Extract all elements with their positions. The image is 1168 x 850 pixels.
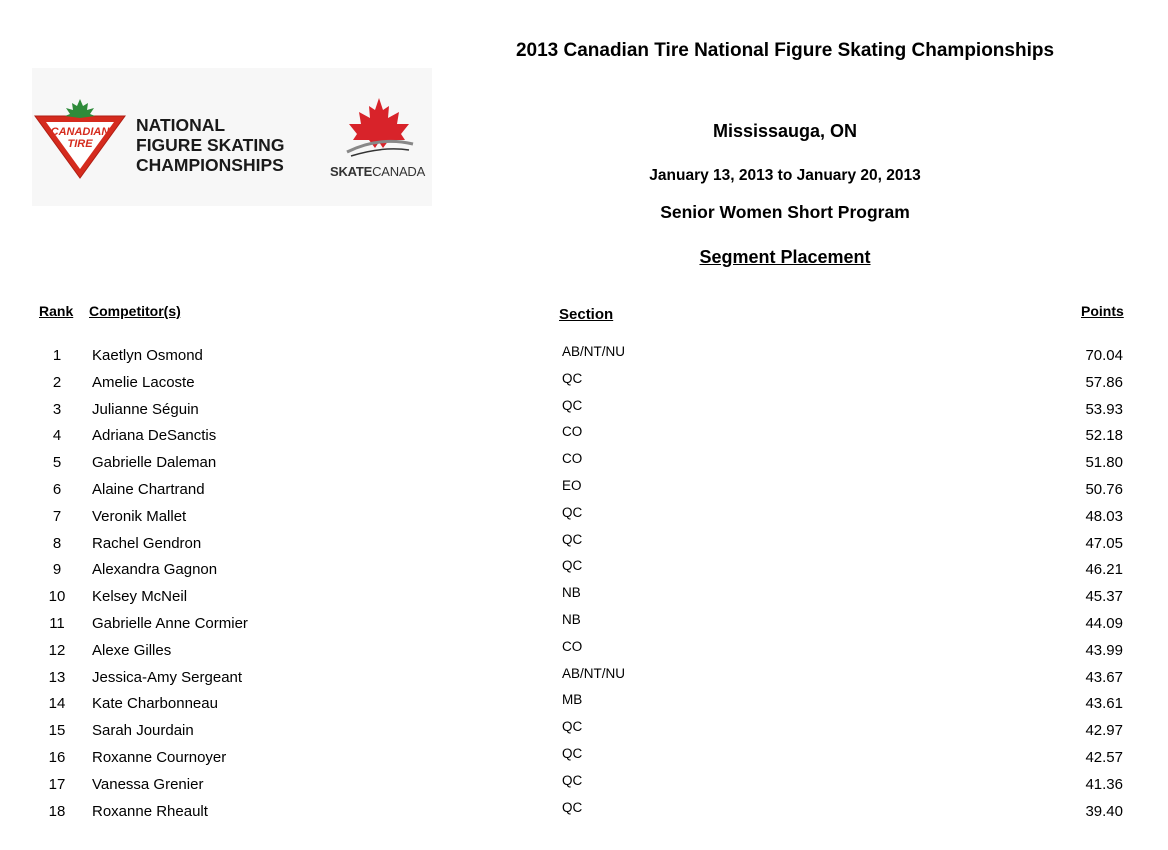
wordmark-line-3: CHAMPIONSHIPS xyxy=(136,155,284,175)
rank-cell: 16 xyxy=(48,749,66,766)
section-cell: QC xyxy=(562,397,583,413)
section-cell: AB/NT/NU xyxy=(562,665,626,681)
points-cell: 57.86 xyxy=(1085,373,1123,391)
competitor-cell: Adriana DeSanctis xyxy=(92,427,217,445)
competitor-cell: Kate Charbonneau xyxy=(92,695,218,713)
competitor-cell: Alexandra Gagnon xyxy=(92,561,218,579)
table-row xyxy=(0,612,1168,641)
rank-cell: 15 xyxy=(48,722,66,740)
rank-header: Rank xyxy=(39,303,74,319)
wordmark-line-1: NATIONAL xyxy=(136,115,226,135)
points-cell: 53.93 xyxy=(1085,400,1123,418)
points-cell: 48.03 xyxy=(1085,507,1123,525)
competitor-cell: Roxanne Cournoyer xyxy=(92,749,227,766)
points-cell: 41.36 xyxy=(1085,775,1123,793)
competitor-cell: Vanessa Grenier xyxy=(92,775,204,793)
event-title: 2013 Canadian Tire National Figure Skating Championships xyxy=(515,40,1055,61)
table-row xyxy=(0,397,1168,427)
wordmark-line-2: FIGURE SKATING xyxy=(136,135,285,155)
skate-canada-wordmark-light: CANADA xyxy=(372,164,426,179)
table-row xyxy=(0,370,1168,400)
rank-cell: 8 xyxy=(52,534,62,552)
competitor-cell: Jessica-Amy Sergeant xyxy=(92,668,243,686)
skate-canada-wordmark xyxy=(330,164,425,179)
points-cell: 47.05 xyxy=(1085,534,1123,552)
section-cell: EO xyxy=(562,478,582,493)
section-cell: AB/NT/NU xyxy=(562,344,626,359)
section-cell: CO xyxy=(562,424,583,440)
event-location: Mississauga, ON xyxy=(712,121,858,141)
competitor-cell: Sarah Jourdain xyxy=(92,722,194,740)
rank-cell: 5 xyxy=(52,454,62,472)
points-cell: 52.18 xyxy=(1085,427,1123,445)
points-cell: 44.09 xyxy=(1085,615,1123,632)
canadian-tire-logo xyxy=(34,98,126,180)
competitor-cell: Alaine Chartrand xyxy=(92,481,205,498)
section-cell: NB xyxy=(562,585,581,601)
table-row xyxy=(0,478,1168,507)
canadian-tire-logo-text-1: CANADIAN xyxy=(50,126,110,138)
rank-cell: 7 xyxy=(52,507,62,525)
rank-cell: 13 xyxy=(48,668,66,686)
points-cell: 70.04 xyxy=(1085,347,1123,364)
table-row xyxy=(0,424,1168,453)
canadian-tire-logo-text-2: TIRE xyxy=(67,138,93,150)
points-cell: 43.61 xyxy=(1085,695,1123,713)
segment-name: Senior Women Short Program xyxy=(660,202,910,222)
points-cell: 46.21 xyxy=(1085,561,1123,579)
competitor-cell: Gabrielle Anne Cormier xyxy=(92,615,248,632)
rank-cell: 9 xyxy=(52,561,62,579)
section-cell: QC xyxy=(562,719,583,735)
table-row xyxy=(0,665,1168,695)
event-dates: January 13, 2013 to January 20, 2013 xyxy=(649,167,921,184)
competitor-cell: Kelsey McNeil xyxy=(92,588,188,606)
section-cell: QC xyxy=(562,746,583,761)
rank-cell: 2 xyxy=(52,373,62,391)
championships-wordmark xyxy=(136,115,284,175)
section-cell: QC xyxy=(562,504,583,520)
section-cell: CO xyxy=(562,638,583,654)
rank-cell: 10 xyxy=(48,588,66,606)
rank-cell: 4 xyxy=(52,427,62,445)
competitor-cell: Roxanne Rheault xyxy=(92,802,208,820)
rank-cell: 3 xyxy=(52,400,62,418)
points-cell: 50.76 xyxy=(1085,481,1123,498)
table-row xyxy=(0,692,1168,721)
table-row xyxy=(0,504,1168,534)
competitor-header: Competitor(s) xyxy=(89,303,181,319)
skate-canada-leaf-icon xyxy=(343,96,415,166)
table-row xyxy=(0,638,1168,668)
points-cell: 51.80 xyxy=(1085,454,1123,472)
points-cell: 43.67 xyxy=(1085,668,1123,686)
points-header: Points xyxy=(1081,303,1124,319)
points-cell: 42.97 xyxy=(1085,722,1123,740)
section-cell: QC xyxy=(562,799,583,815)
rank-cell: 18 xyxy=(48,802,66,820)
rank-cell: 17 xyxy=(48,775,66,793)
skate-canada-wordmark-bold: SKATE xyxy=(330,164,373,179)
points-cell: 43.99 xyxy=(1085,641,1123,659)
rank-cell: 1 xyxy=(52,347,62,364)
points-cell: 42.57 xyxy=(1085,749,1123,766)
competitor-cell: Rachel Gendron xyxy=(92,534,202,552)
table-row xyxy=(0,719,1168,748)
rank-cell: 6 xyxy=(52,481,62,498)
section-cell: QC xyxy=(562,531,583,547)
rank-cell: 14 xyxy=(48,695,66,713)
table-row xyxy=(0,799,1168,829)
competitor-cell: Gabrielle Daleman xyxy=(92,454,217,472)
table-row xyxy=(0,558,1168,587)
table-row xyxy=(0,531,1168,561)
competitor-cell: Julianne Séguin xyxy=(92,400,199,418)
points-cell: 39.40 xyxy=(1085,802,1123,820)
section-cell: NB xyxy=(562,612,581,627)
section-cell: QC xyxy=(562,370,583,386)
rank-cell: 11 xyxy=(49,615,65,632)
section-cell: MB xyxy=(562,692,583,708)
section-header: Section xyxy=(559,306,614,323)
section-cell: QC xyxy=(562,772,583,788)
table-row xyxy=(0,772,1168,802)
table-row xyxy=(0,344,1168,373)
competitor-cell: Veronik Mallet xyxy=(92,507,187,525)
points-cell: 45.37 xyxy=(1085,588,1123,606)
competitor-cell: Kaetlyn Osmond xyxy=(92,347,203,364)
section-cell: CO xyxy=(562,451,583,467)
report-type: Segment Placement xyxy=(699,247,871,267)
competitor-cell: Amelie Lacoste xyxy=(92,373,195,391)
table-row xyxy=(0,451,1168,480)
rank-cell: 12 xyxy=(48,641,66,659)
table-row xyxy=(0,746,1168,775)
table-row xyxy=(0,585,1168,614)
section-cell: QC xyxy=(562,558,583,574)
competitor-cell: Alexe Gilles xyxy=(92,641,172,659)
